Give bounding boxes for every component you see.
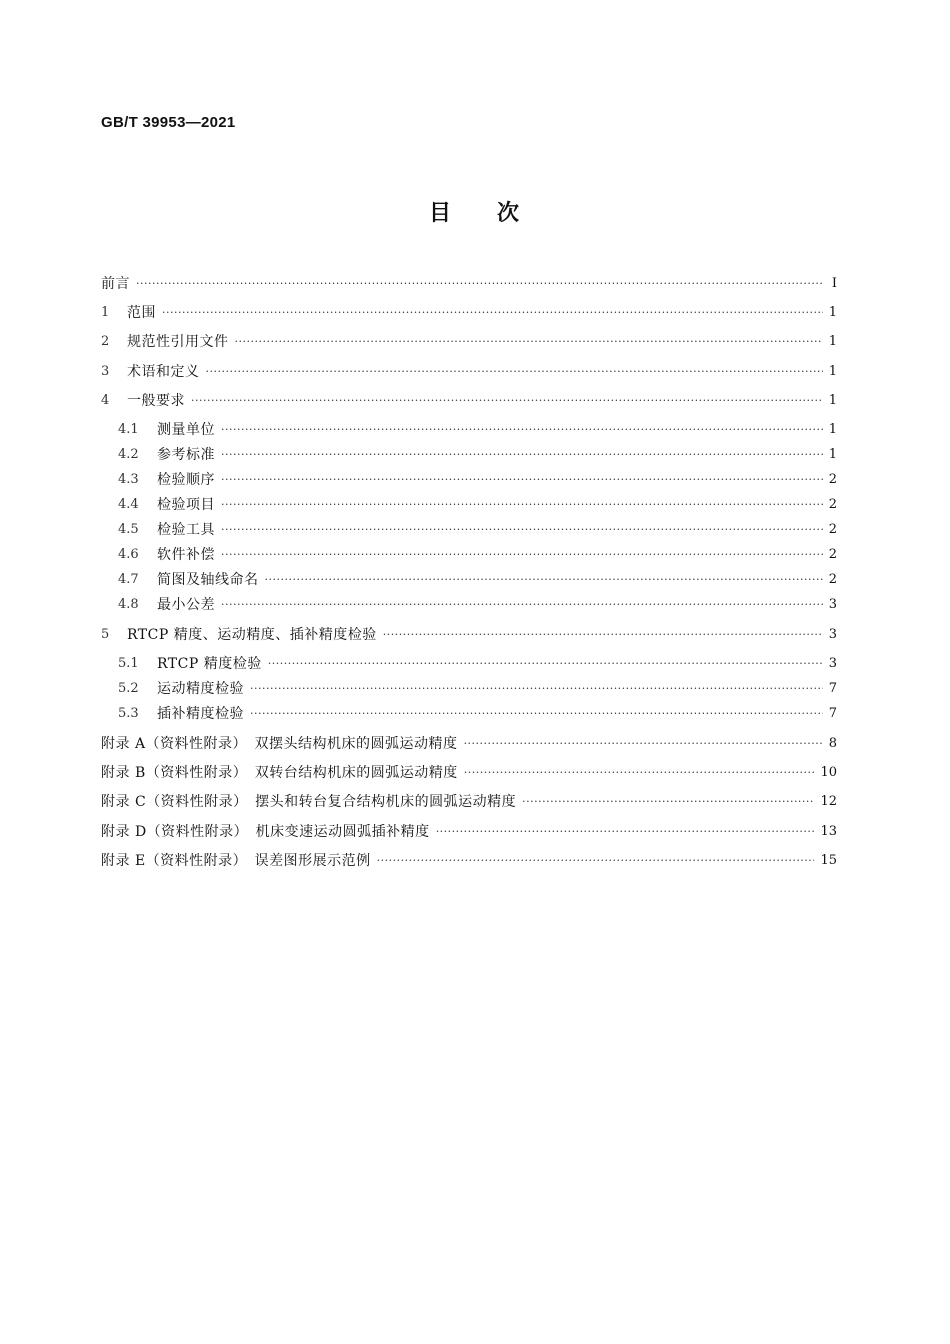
toc-leader-dots — [436, 820, 815, 844]
toc-entry-number: 5 — [101, 627, 110, 642]
toc-entry-number: 4.5 — [118, 522, 139, 537]
toc-entry-label: 附录 C（资料性附录） 摆头和转台复合结构机床的圆弧运动精度 — [101, 794, 517, 810]
toc-entry-page: 1 — [828, 422, 837, 437]
toc-leader-dots — [383, 623, 823, 647]
toc-entry-4-8[interactable] — [118, 593, 837, 617]
page-title-part-2: 次 — [497, 201, 522, 226]
toc-entry-label: 参考标准 — [157, 447, 215, 463]
toc-entry-label: 运动精度检验 — [157, 681, 244, 697]
toc-entry-4-4[interactable] — [118, 493, 837, 517]
toc-entry-page: 12 — [820, 794, 837, 809]
toc-entry-5-2[interactable] — [118, 677, 837, 701]
toc-entry-label: 检验项目 — [157, 497, 215, 513]
toc-leader-dots — [221, 468, 823, 492]
toc-entry-number: 1 — [101, 305, 110, 320]
toc-entry-page: 2 — [828, 572, 837, 587]
toc-entry-page: 2 — [828, 472, 837, 487]
toc-leader-dots — [221, 593, 823, 617]
toc-leader-dots — [522, 790, 814, 814]
toc-entry-page: 7 — [828, 706, 837, 721]
standard-code: GB/T 39953—2021 — [101, 114, 236, 131]
toc-entry-2[interactable] — [101, 330, 837, 354]
toc-leader-dots — [265, 568, 823, 592]
toc-entry-appendix-c[interactable] — [101, 790, 837, 814]
toc-entry-label: 软件补偿 — [157, 547, 215, 563]
toc-entry-page: 10 — [820, 765, 837, 780]
toc-entry-page: 1 — [828, 447, 837, 462]
toc-entry-page: Ⅰ — [831, 276, 837, 291]
page-title-part-1: 目 — [428, 201, 453, 226]
toc-entry-foreword[interactable] — [101, 272, 837, 296]
toc-entry-page: 15 — [820, 853, 837, 868]
toc-entry-page: 2 — [828, 547, 837, 562]
toc-entry-3[interactable] — [101, 360, 837, 384]
toc-leader-dots — [464, 732, 823, 756]
toc-entry-label: 附录 E（资料性附录） 误差图形展示范例 — [101, 853, 371, 869]
toc-entry-label: 附录 A（资料性附录） 双摆头结构机床的圆弧运动精度 — [101, 736, 458, 752]
toc-entry-page: 7 — [828, 681, 837, 696]
toc-entry-number: 4.1 — [118, 422, 139, 437]
toc-entry-4-2[interactable] — [118, 443, 837, 467]
toc-leader-dots — [191, 389, 823, 413]
toc-entry-label: 插补精度检验 — [157, 706, 244, 722]
toc-entry-page: 1 — [828, 334, 837, 349]
toc-entry-number: 4.4 — [118, 497, 139, 512]
toc-leader-dots — [221, 543, 823, 567]
toc-entry-page: 1 — [828, 364, 837, 379]
toc-entry-appendix-a[interactable] — [101, 732, 837, 756]
toc-entry-label: 检验工具 — [157, 522, 215, 538]
toc-entry-page: 1 — [828, 305, 837, 320]
toc-entry-4-5[interactable] — [118, 518, 837, 542]
toc-entry-appendix-b[interactable] — [101, 761, 837, 785]
toc-entry-label: RTCP 精度检验 — [157, 656, 262, 672]
toc-leader-dots — [250, 677, 823, 701]
toc-entry-page: 8 — [828, 736, 837, 751]
toc-entry-number: 4.6 — [118, 547, 139, 562]
toc-entry-4-1[interactable] — [118, 418, 837, 442]
toc-entry-label: 附录 D（资料性附录） 机床变速运动圆弧插补精度 — [101, 824, 430, 840]
toc-entry-number: 4.2 — [118, 447, 139, 462]
toc-entry-4-6[interactable] — [118, 543, 837, 567]
toc-entry-label: 规范性引用文件 — [127, 334, 229, 350]
toc-entry-label: 检验顺序 — [157, 472, 215, 488]
toc-entry-label: RTCP 精度、运动精度、插补精度检验 — [127, 627, 377, 643]
toc-entry-label: 术语和定义 — [127, 364, 200, 380]
toc-leader-dots — [250, 702, 823, 726]
toc-entry-5-3[interactable] — [118, 702, 837, 726]
toc-entry-number: 4.7 — [118, 572, 139, 587]
toc-entry-label: 测量单位 — [157, 422, 215, 438]
toc-leader-dots — [268, 652, 823, 676]
toc-entry-number: 2 — [101, 334, 110, 349]
toc-entry-5-1[interactable] — [118, 652, 837, 676]
toc-entry-5[interactable] — [101, 623, 837, 647]
toc-leader-dots — [235, 330, 823, 354]
toc-entry-page: 2 — [828, 497, 837, 512]
page-title — [0, 196, 950, 227]
toc-entry-4[interactable] — [101, 389, 837, 413]
toc-leader-dots — [221, 418, 823, 442]
toc-entry-number: 4 — [101, 393, 110, 408]
toc-leader-dots — [464, 761, 815, 785]
toc-entry-number: 5.1 — [118, 656, 139, 671]
toc-entry-number: 4.3 — [118, 472, 139, 487]
toc-entry-page: 3 — [828, 656, 837, 671]
toc-entry-label: 一般要求 — [127, 393, 185, 409]
toc-entry-label: 前言 — [101, 276, 130, 292]
toc-entry-number: 5.2 — [118, 681, 139, 696]
toc-entry-page: 3 — [828, 627, 837, 642]
toc-entry-number: 4.8 — [118, 597, 139, 612]
toc-leader-dots — [162, 301, 823, 325]
toc-leader-dots — [221, 493, 823, 517]
toc-entry-page: 2 — [828, 522, 837, 537]
toc-entry-appendix-d[interactable] — [101, 820, 837, 844]
toc-entry-appendix-e[interactable] — [101, 849, 837, 873]
toc-entry-number: 5.3 — [118, 706, 139, 721]
toc-entry-number: 3 — [101, 364, 110, 379]
toc-leader-dots — [377, 849, 815, 873]
toc-leader-dots — [206, 360, 823, 384]
toc-entry-label: 最小公差 — [157, 597, 215, 613]
toc-entry-label: 范围 — [127, 305, 156, 321]
toc-entry-label: 简图及轴线命名 — [157, 572, 259, 588]
toc-entry-page: 1 — [828, 393, 837, 408]
toc-leader-dots — [221, 443, 823, 467]
toc-entry-1[interactable] — [101, 301, 837, 325]
toc-entry-page: 13 — [820, 824, 837, 839]
toc-entry-page: 3 — [828, 597, 837, 612]
toc-entry-4-3[interactable] — [118, 468, 837, 492]
toc-entry-label: 附录 B（资料性附录） 双转台结构机床的圆弧运动精度 — [101, 765, 458, 781]
toc-leader-dots — [221, 518, 823, 542]
toc-leader-dots — [136, 272, 823, 296]
toc-entry-4-7[interactable] — [118, 568, 837, 592]
